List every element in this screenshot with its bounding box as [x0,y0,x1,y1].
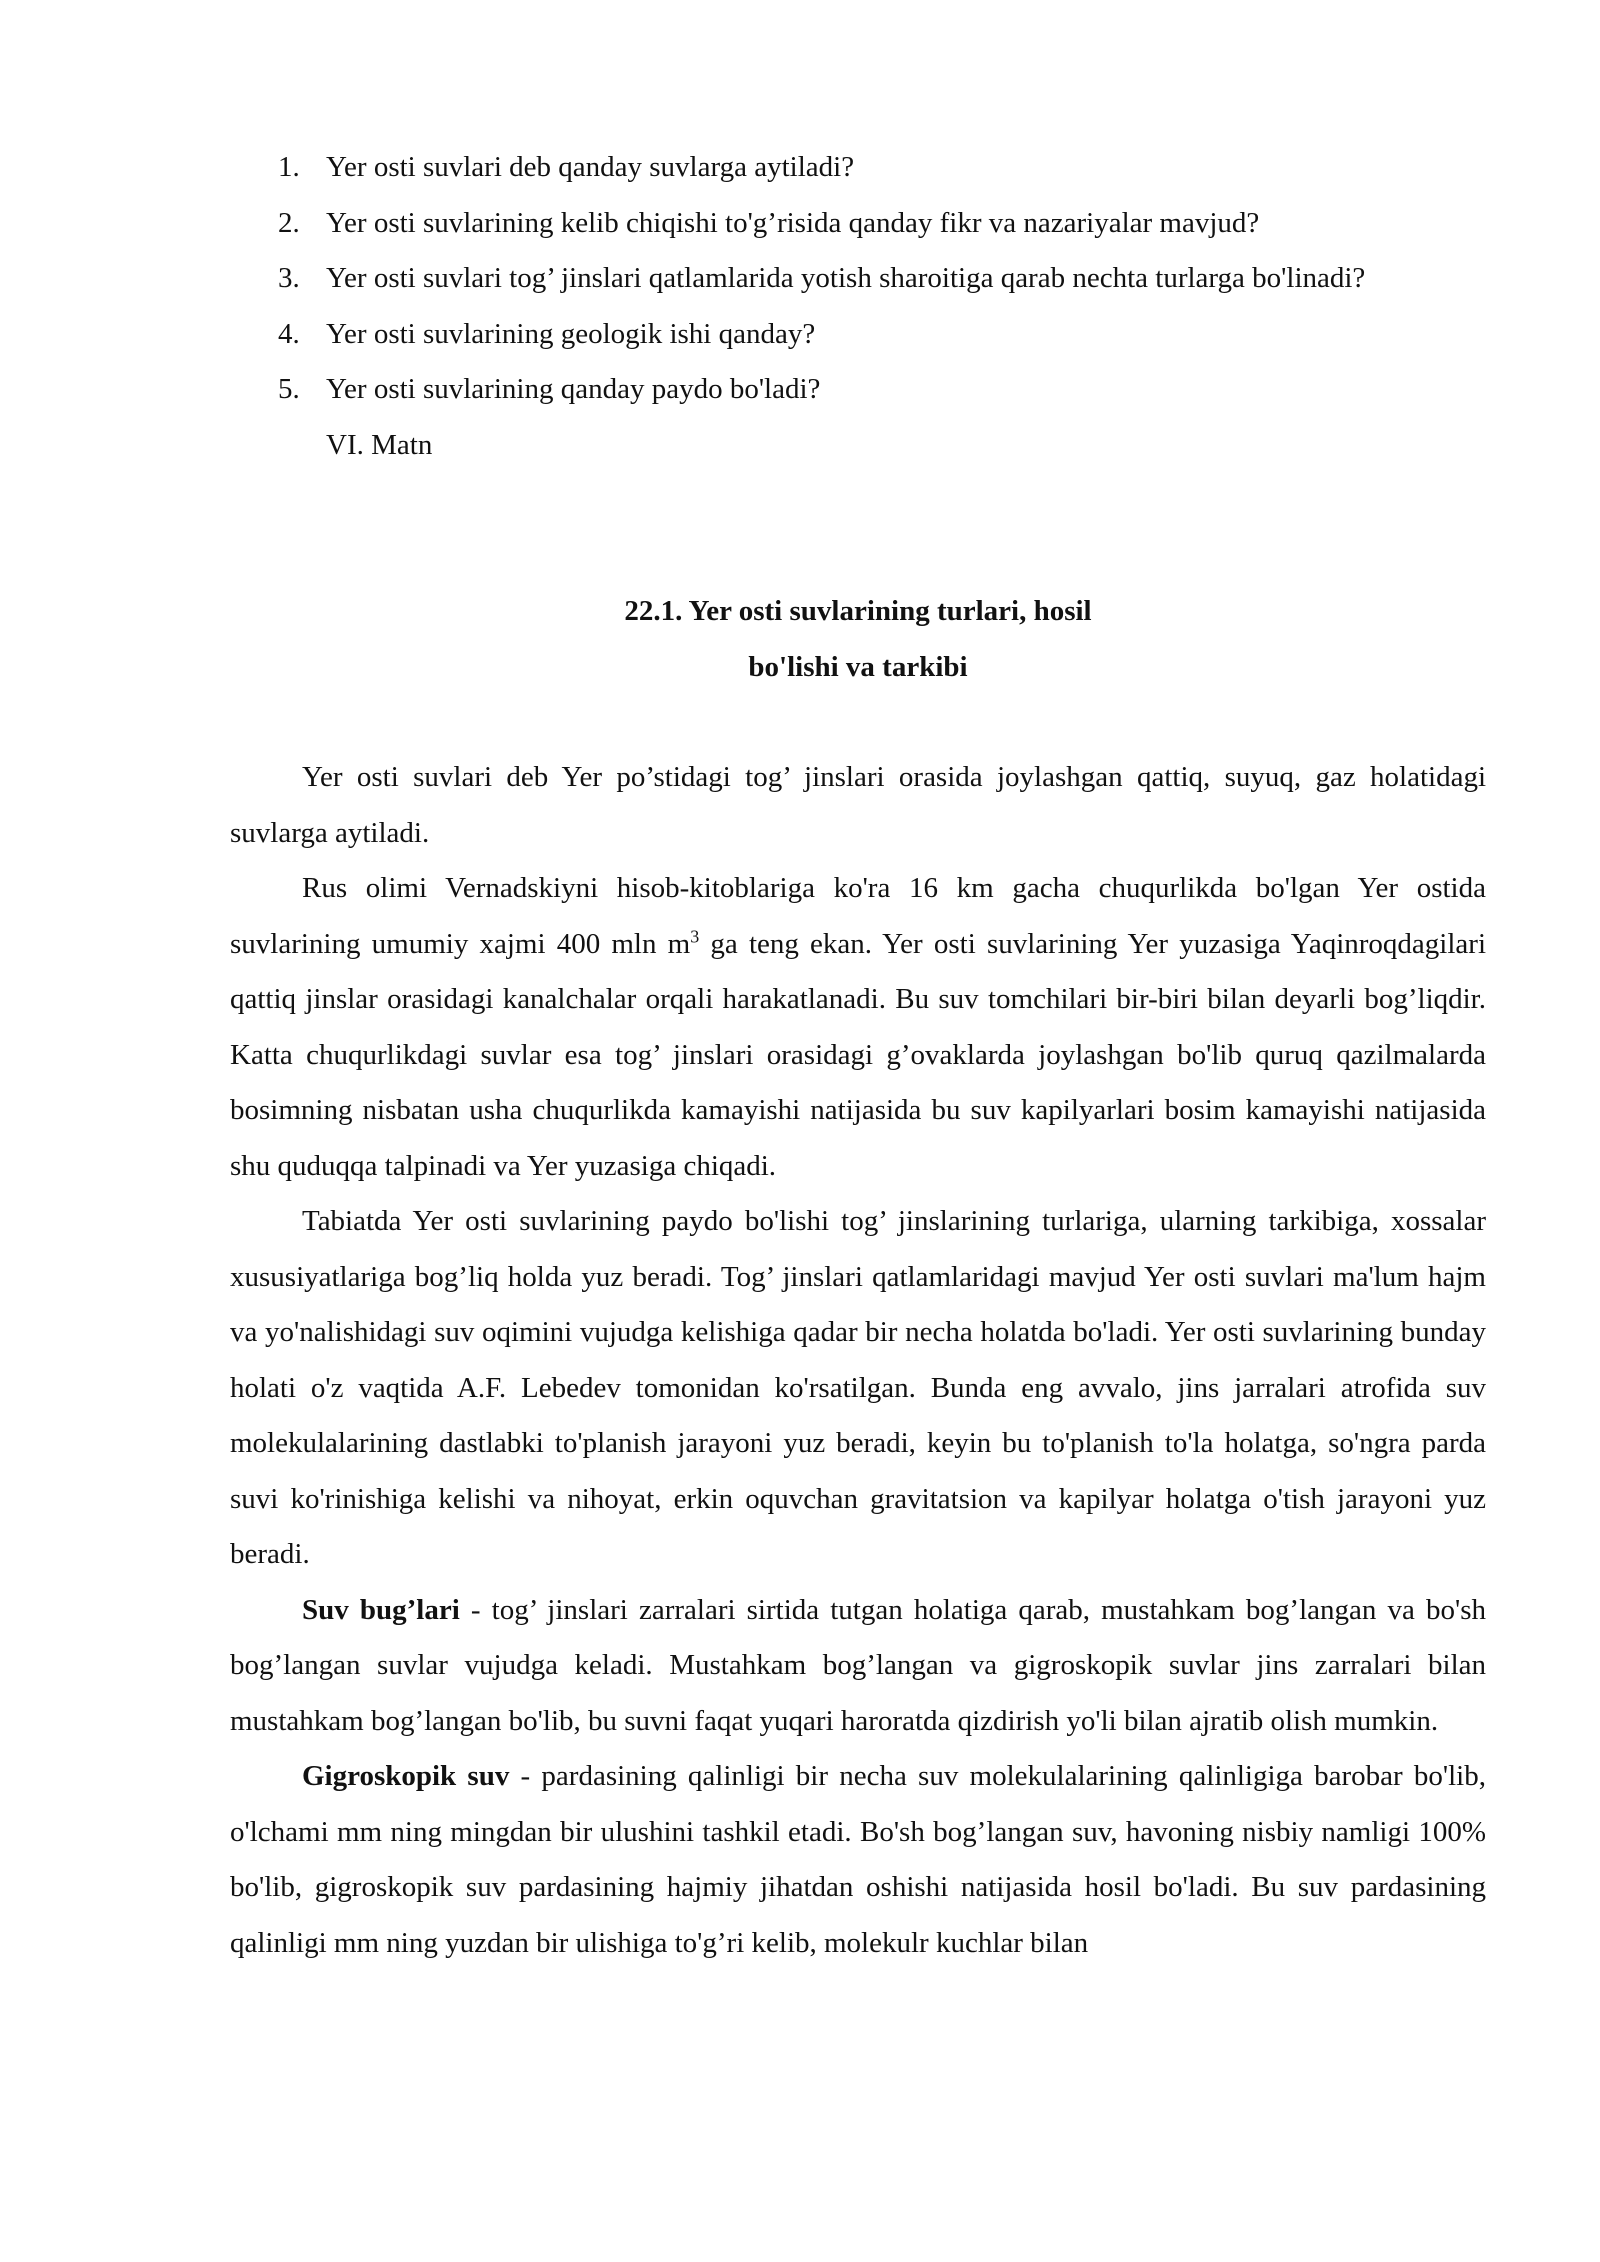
paragraph-1: Yer osti suvlari deb Yer po’stidagi tog’ jinslari orasida joylashgan qattiq, suyuq, gaz holatidagi suvlarga aytiladi. [230,761,1486,849]
term-gigroskopik-suv: Gigroskopik suv [302,1760,510,1792]
list-item-text: Yer osti suvlarining geologik ishi qanday? [326,317,816,350]
list-item-number: 1. [278,151,300,183]
list-item [230,196,1486,252]
body-text [230,750,1486,1971]
list-item-text: Yer osti suvlarining qanday paydo bo'ladi? [326,373,821,405]
list-item-text: Yer osti suvlari deb qanday suvlarga aytiladi? [326,151,855,183]
list-item-text: Yer osti suvlari tog’ jinslari qatlamlarida yotish sharoitiga qarab nechta turlarga bo'linadi? [326,262,1366,294]
list-item-number: 4. [278,317,300,350]
list-item-text: Yer osti suvlarining kelib chiqishi to'g’risida qanday fikr va nazariyalar mavjud? [326,206,1260,239]
list-item [230,362,1486,418]
section-heading-line-1: 22.1. Yer osti suvlarining turlari, hosil [624,595,1092,627]
superscript-cubed: 3 [690,925,700,946]
document-page [230,140,1486,1971]
paragraph-4-text: - tog’ jinslari zarralari sirtida tutgan holatiga qarab, mustahkam bog’langan va bo'sh bog’langan suvlar vujudga keladi. Mustahkam bog’langan va gigroskopik suvlar jins zarralari bilan mustahkam bog’langan bo'lib, bu suvni faqat yuqari haroratda qizdirish yo'li bilan ajratib olish mumkin. [230,1593,1486,1737]
paragraph-3: Tabiatda Yer osti suvlarining paydo bo'lishi tog’ jinslarining turlariga, ularning tarkibiga, xossalar xususiyatlariga bog’liq holda yuz beradi. Tog’ jinslari qatlamlaridagi mavjud Yer osti suvlari ma'lum hajm va yo'nalishidagi suv oqimini vujudga kelishiga qadar bir necha holatda bo'ladi. Yer osti suvlarining bunday holati o'z vaqtida A.F. Lebedev tomonidan ko'rsatilgan. Bunda eng avvalo, jins jarralari atrofida suv molekulalarining dastlabki to'planish jarayoni yuz beradi, keyin bu to'planish to'la holatga, so'ngra parda suvi ko'rinishiga kelishi va nihoyat, erkin oquvchan gravitatsion va kapilyar holatga o'tish jarayoni yuz beradi. [230,1205,1486,1570]
paragraph-2 [230,861,1486,1194]
term-suv-buglari: Suv bug’lari [302,1593,460,1626]
list-item-number: 5. [278,373,300,405]
paragraph-4 [230,1583,1486,1750]
list-item-number: 3. [278,262,300,294]
paragraph-2-text-end: ga teng ekan. Yer osti suvlarining Yer yuzasiga Yaqinroqdagilari qattiq jinslar orasidagi kanalchalar orqali harakatlanadi. Bu suv tomchilari bir-biri bilan deyarli bog’liqdir. Katta chuqurlikdagi suvlar esa tog’ jinslari orasidagi g’ovaklarda joylashgan bo'lib quruq qazilmalarda bosimning nisbatan usha chuqurlikda kamayishi natijasida bu suv kapilyarlari bosim kamayishi natijasida shu quduqqa talpinadi va Yer yuzasiga chiqadi. [230,927,1487,1182]
paragraph-2-text-start: Rus olimi Vernadskiyni hisob-kitoblariga ko'ra 16 km gacha chuqurlikda bo'lgan Yer ostida suvlarining umumiy xajmi 400 mln m [230,872,1486,960]
list-item [230,307,1486,363]
list-item [230,140,1486,196]
paragraph-5-text: - pardasining qalinligi bir necha suv molekulalarining qalinligiga barobar bo'lib, o'lchami mm ning mingdan bir ulushini tashkil etadi. Bo'sh bog’langan suv, havoning nisbiy namligi 100% bo'lib, gigroskopik suv pardasining hajmiy jihatdan oshishi natijasida hosil bo'ladi. Bu suv pardasining qalinligi mm ning yuzdan bir ulishiga to'g’ri kelib, molekulr kuchlar bilan [230,1760,1486,1959]
list-item [230,251,1486,307]
list-item-number: 2. [278,206,300,239]
section-heading [230,584,1486,695]
paragraph-5 [230,1749,1486,1971]
section-heading-line-2: bo'lishi va tarkibi [748,650,968,683]
question-list [230,140,1486,418]
section-label: VI. Matn [326,428,433,461]
